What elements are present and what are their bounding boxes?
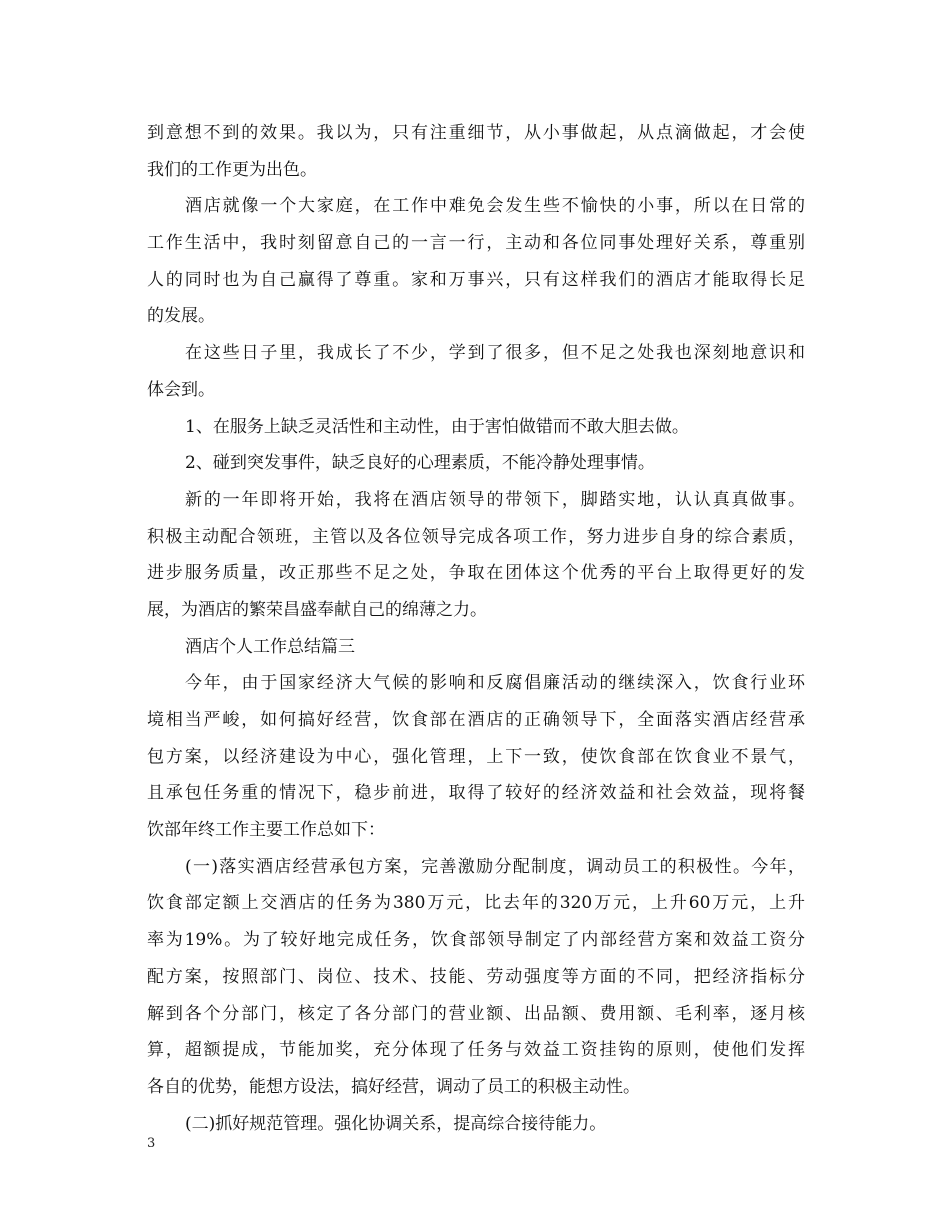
text-line: 积极主动配合领班，主管以及各位领导完成各项工作，努力进步自身的综合素质， bbox=[147, 526, 805, 547]
text-line: 饮食部定额上交酒店的任务为380万元，比去年的320万元，上升60万元，上升 bbox=[147, 893, 805, 914]
text-line: 新的一年即将开始，我将在酒店领导的带领下，脚踏实地，认认真真做事。 bbox=[185, 489, 805, 510]
text-line: 各自的优势，能想方设法，搞好经营，调动了员工的积极主动性。 bbox=[147, 1076, 640, 1097]
text-line: 人的同时也为自己赢得了尊重。家和万事兴，只有这样我们的酒店才能取得长足 bbox=[147, 269, 805, 290]
text-line: 解到各个分部门，核定了各分部门的营业额、出品额、费用额、毛利率，逐月核 bbox=[147, 1003, 805, 1024]
text-line: 我们的工作更为出色。 bbox=[147, 159, 317, 180]
text-line: 在这些日子里，我成长了不少，学到了很多，但不足之处我也深刻地意识和 bbox=[185, 343, 805, 364]
text-line: 配方案，按照部门、岗位、技术、技能、劳动强度等方面的不同，把经济指标分 bbox=[147, 966, 805, 987]
text-line: 酒店就像一个大家庭，在工作中难免会发生些不愉快的小事，所以在日常的 bbox=[185, 196, 805, 217]
section-heading: 酒店个人工作总结篇三 bbox=[185, 636, 355, 657]
text-line: 展，为酒店的繁荣昌盛奉献自己的绵薄之力。 bbox=[147, 599, 487, 620]
page-number: 3 bbox=[147, 1136, 156, 1151]
list-item: 1、在服务上缺乏灵活性和主动性，由于害怕做错而不敢大胆去做。 bbox=[185, 416, 689, 437]
text-line: 率为19%。为了较好地完成任务，饮食部领导制定了内部经营方案和效益工资分 bbox=[147, 930, 805, 951]
text-line: (一)落实酒店经营承包方案，完善激励分配制度，调动员工的积极性。今年， bbox=[185, 856, 805, 877]
list-item: 2、碰到突发事件，缺乏良好的心理素质，不能冷静处理事情。 bbox=[185, 453, 655, 474]
text-line: 到意想不到的效果。我以为，只有注重细节，从小事做起，从点滴做起，才会使 bbox=[147, 123, 805, 143]
text-line: 工作生活中，我时刻留意自己的一言一行，主动和各位同事处理好关系，尊重别 bbox=[147, 233, 805, 254]
text-line: 进步服务质量，改正那些不足之处，争取在团体这个优秀的平台上取得更好的发 bbox=[147, 563, 805, 584]
text-line: 今年，由于国家经济大气候的影响和反腐倡廉活动的继续深入，饮食行业环 bbox=[185, 673, 805, 694]
text-line: 体会到。 bbox=[147, 379, 215, 400]
text-line: 包方案，以经济建设为中心，强化管理，上下一致，使饮食部在饮食业不景气， bbox=[147, 746, 805, 767]
text-line: 境相当严峻，如何搞好经营，饮食部在酒店的正确领导下，全面落实酒店经营承 bbox=[147, 710, 805, 730]
text-line: 算，超额提成，节能加奖，充分体现了任务与效益工资挂钩的原则，使他们发挥 bbox=[147, 1040, 805, 1061]
body-text bbox=[147, 115, 805, 1142]
text-line: (二)抓好规范管理。强化协调关系，提高综合接待能力。 bbox=[185, 1113, 607, 1134]
text-line: 的发展。 bbox=[147, 306, 215, 327]
text-line: 饮部年终工作主要工作总如下： bbox=[147, 820, 385, 841]
text-line: 且承包任务重的情况下，稳步前进，取得了较好的经济效益和社会效益，现将餐 bbox=[147, 783, 805, 804]
